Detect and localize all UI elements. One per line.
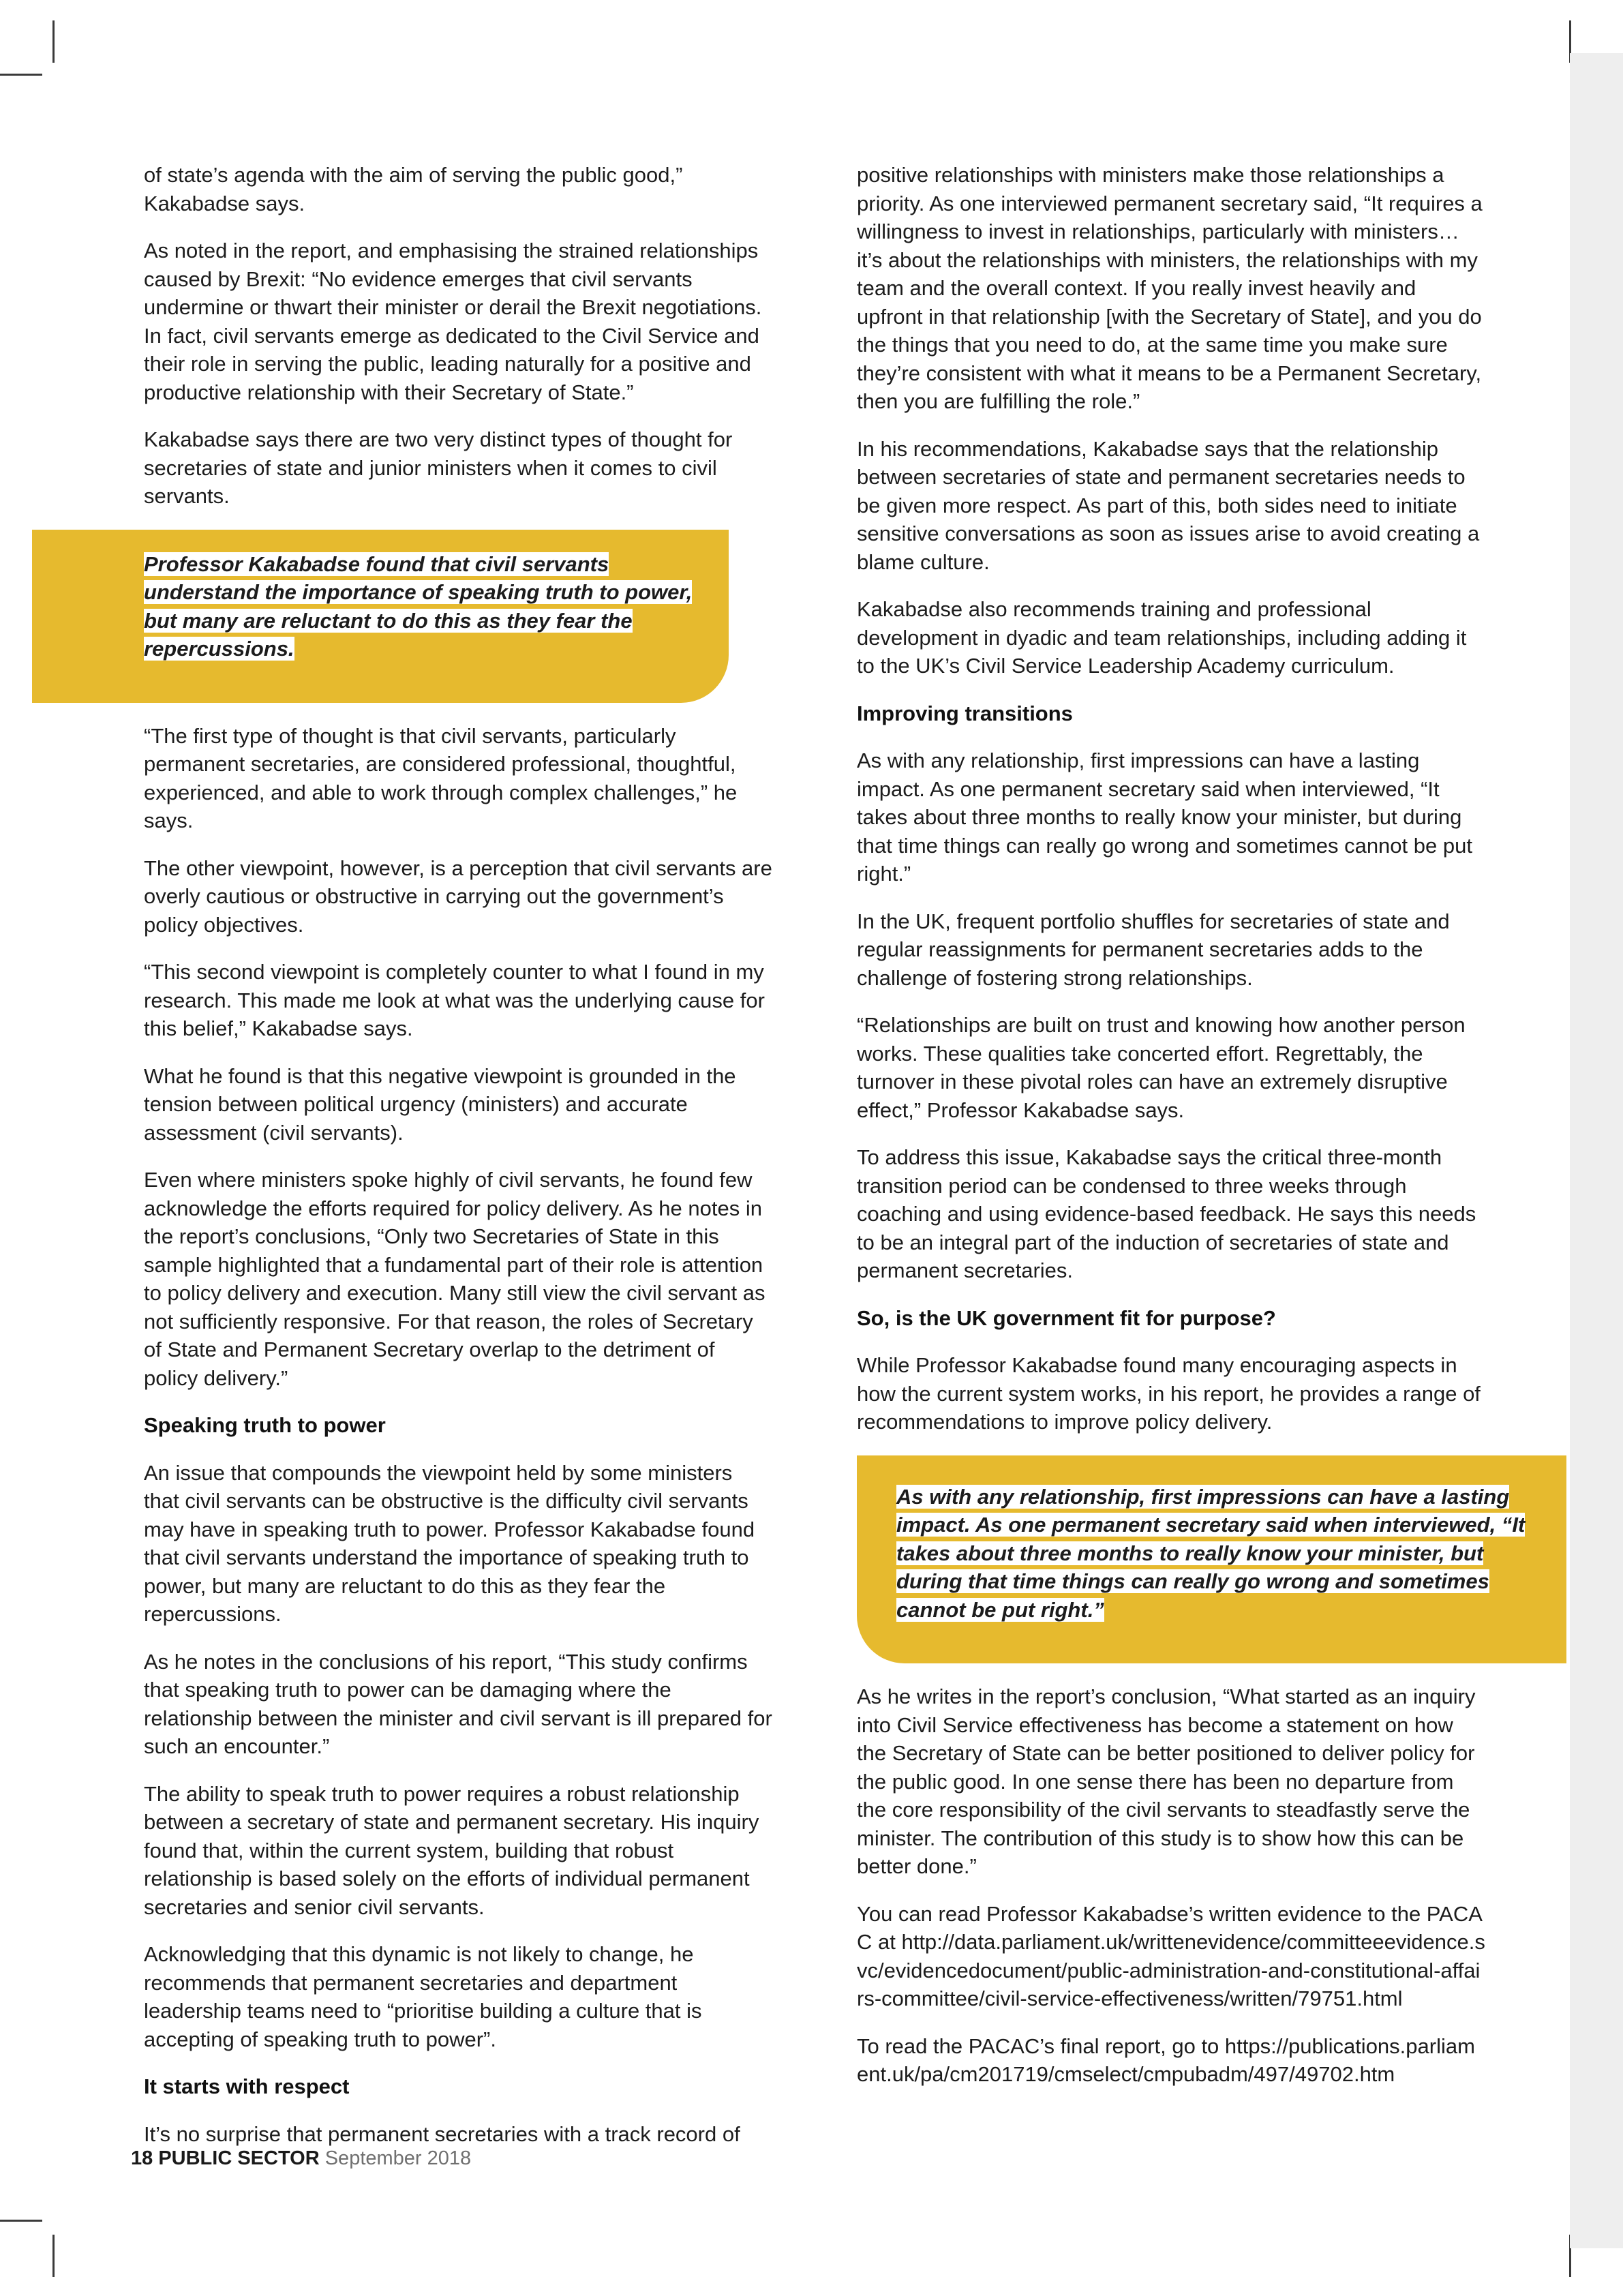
body-paragraph: The ability to speak truth to power requires a robust relationship between a secretary of state and permanent secretary. His inquiry found that, within the current system, building that robust relationship is based solely on the efforts of individual permanent secretaries and senior civil servants.	[144, 1781, 759, 1919]
body-paragraph: Kakabadse also recommends training and professional development in dyadic and team relationships, including adding it to the UK’s Civil Service Leadership Academy curriculum.	[857, 597, 1467, 678]
body-paragraph: “This second viewpoint is completely counter to what I found in my research. This made me look at what was the underlying cause for this belief,” Kakabadse says.	[144, 960, 765, 1040]
right-column	[857, 161, 1526, 2108]
pull-quote-highlight: Professor Kakabadse found that civil servants understand the importance of speaking truth to power, but many are reluctant to do this as they fear the repercussions.	[144, 552, 693, 661]
body-paragraph: As he writes in the report’s conclusion, “What started as an inquiry into Civil Service effectiveness has become a statement on how the Secretary of State can be better positioned to deliver policy for the public good. In one sense there has been no departure from the core responsibility of the civil servants to steadfastly serve the minister. The contribution of this study is to show how this can be better done.”	[857, 1685, 1476, 1878]
crop-mark-bottom-left-h	[0, 2220, 42, 2222]
pull-quote	[857, 1455, 1566, 1664]
body-paragraph: As he notes in the conclusions of his report, “This study confirms that speaking truth to power can be damaging where the relationship between the minister and civil servant is ill prepared for such an encounter.”	[144, 1649, 772, 1758]
body-paragraph: In the UK, frequent portfolio shuffles for secretaries of state and regular reassignments for permanent secretaries adds to the challenge of fostering strong relationships.	[857, 909, 1450, 990]
body-paragraph: The other viewpoint, however, is a perception that civil servants are overly cautious or obstructive in carrying out the government’s policy objectives.	[144, 856, 772, 937]
body-paragraph: While Professor Kakabadse found many encouraging aspects in how the current system works, in his report, he provides a range of recommendations to improve policy delivery.	[857, 1353, 1481, 1434]
body-paragraph: In his recommendations, Kakabadse says that the relationship between secretaries of state and permanent secretaries needs to be given more respect. As part of this, both sides need to initiate sensitive conversations as soon as issues arise to avoid creating a blame culture.	[857, 436, 1480, 574]
page-number: 18	[131, 2147, 153, 2169]
section-heading: Speaking truth to power	[144, 1413, 386, 1437]
body-paragraph: To address this issue, Kakabadse says the critical three-month transition period can be condensed to three weeks through coaching and using evidence-based feedback. He says this needs to be an integral part of the induction of secretaries of state and permanent secretaries.	[857, 1145, 1476, 1282]
body-paragraph: “Relationships are built on trust and knowing how another person works. These qualities take concerted effort. Regrettably, the turnover in these pivotal roles can have an extremely disruptive effect,” Professor Kakabadse says.	[857, 1013, 1466, 1122]
pull-quote-text	[144, 550, 729, 663]
left-column	[144, 161, 772, 2167]
body-paragraph: Kakabadse says there are two very distinct types of thought for secretaries of state and junior ministers when it comes to civil servants.	[144, 427, 733, 508]
section-heading: So, is the UK government fit for purpose?	[857, 1305, 1276, 1330]
page-bleed-strip	[1570, 53, 1623, 2248]
body-paragraph: As noted in the report, and emphasising the strained relationships caused by Brexit: “No evidence emerges that civil servants undermine or thwart their minister or derail the Brexit negotiations. In fact, civil servants emerge as dedicated to the Civil Service and their role in serving the public, leading naturally for a positive and productive relationship with their Secretary of State.”	[144, 239, 762, 404]
body-paragraph-link: You can read Professor Kakabadse’s written evidence to the PACAC at http://data.parliament.uk/writtenevidence/committeeevidence.svc/evidencedocument/public-administration-and-constitutional-affairs-committee/civil-service-effectiveness/written/79751.html	[857, 1901, 1485, 2010]
body-paragraph: Even where ministers spoke highly of civil servants, he found few acknowledge the efforts required for policy delivery. As he notes in the report’s conclusions, “Only two Secretaries of State in this sample highlighted that a fundamental part of their role is attention to policy delivery and execution. Many still view the civil servant as not sufficiently responsive. For that reason, the roles of Secretary of State and Permanent Secretary overlap to the detriment of policy delivery.”	[144, 1168, 765, 1390]
issue-date: September 2018	[324, 2147, 472, 2169]
body-paragraph: Acknowledging that this dynamic is not likely to change, he recommends that permanent secretaries and department leadership teams need to “prioritise building a culture that is accepting of speaking truth to power”.	[144, 1942, 702, 2051]
body-paragraph-link: To read the PACAC’s final report, go to https://publications.parliament.uk/pa/cm201719/cmselect/cmpubadm/497/49702.htm	[857, 2034, 1475, 2086]
crop-mark-top-left-v	[52, 20, 55, 63]
body-paragraph: “The first type of thought is that civil servants, particularly permanent secretaries, are considered professional, thoughtful, experienced, and able to work through complex challenges,” he says.	[144, 723, 738, 832]
page-footer	[131, 2147, 471, 2170]
publication-name: PUBLIC SECTOR	[158, 2147, 320, 2169]
body-paragraph: An issue that compounds the viewpoint held by some ministers that civil servants can be obstructive is the difficulty civil servants may have in speaking truth to power. Professor Kakabadse found that civil servants understand the importance of speaking truth to power, but many are reluctant to do this as they fear the repercussions.	[144, 1460, 755, 1626]
body-paragraph: What he found is that this negative viewpoint is grounded in the tension between political urgency (ministers) and accurate assessment (civil servants).	[144, 1063, 736, 1145]
body-paragraph: As with any relationship, first impressions can have a lasting impact. As one permanent secretary said when interviewed, “It takes about three months to really know your minister, but during that time things can really go wrong and sometimes cannot be put right.”	[857, 749, 1472, 886]
section-heading: It starts with respect	[144, 2074, 350, 2098]
body-paragraph: positive relationships with ministers make those relationships a priority. As one interviewed permanent secretary said, “It requires a willingness to invest in relationships, particularly with ministers… it’s about the relationships with ministers, the relationships with my team and the overall context. If you really invest heavily and upfront in that relationship [with the Secretary of State], and you do the things that you need to do, at the same time you make sure they’re consistent with what it means to be a Permanent Secretary, then you are fulfilling the role.”	[857, 163, 1483, 413]
crop-mark-bottom-left-v	[52, 2235, 55, 2277]
pull-quote-text	[896, 1483, 1539, 1625]
pull-quote-highlight: As with any relationship, first impressions can have a lasting impact. As one permanent secretary said when interviewed, “It takes about three months to really know your minister, but during that time things can really go wrong and sometimes cannot be put right.”	[896, 1484, 1526, 1622]
section-heading: Improving transitions	[857, 701, 1073, 725]
body-paragraph: of state’s agenda with the aim of serving the public good,” Kakabadse says.	[144, 163, 683, 215]
body-paragraph: It’s no surprise that permanent secretaries with a track record of	[144, 2121, 740, 2146]
pull-quote	[32, 530, 729, 703]
crop-mark-top-left-h	[0, 74, 42, 76]
